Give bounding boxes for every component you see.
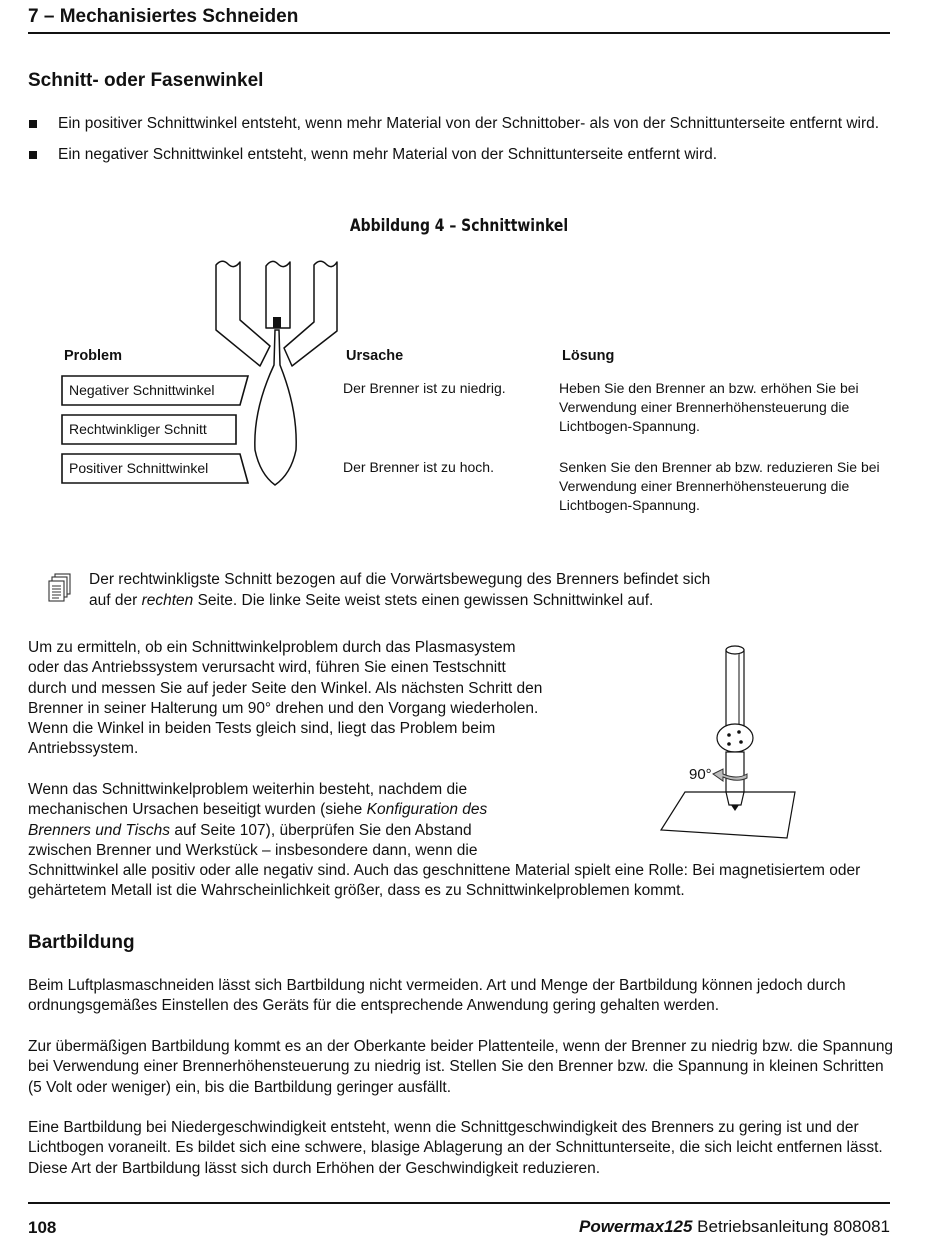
chapter-header — [28, 4, 890, 34]
torch-tube — [726, 650, 744, 730]
note-text-emphasis: rechten — [141, 591, 194, 609]
problem-label: Negativer Schnittwinkel — [69, 382, 215, 398]
torch-rotation-figure — [655, 640, 855, 845]
bullet-square-icon — [29, 120, 37, 128]
torch-clamp — [717, 724, 753, 752]
column-header-loesung: Lösung — [562, 348, 615, 364]
bullet-square-icon — [29, 151, 37, 159]
note-icon — [46, 573, 74, 603]
footer-rule — [28, 1202, 890, 1204]
rotation-angle-label: 90° — [689, 766, 712, 783]
page-number: 108 — [28, 1218, 57, 1237]
figure-caption: Abbildung 4 – Schnittwinkel — [349, 216, 569, 236]
note-text-part: Seite. Die linke Seite weist stets einen gewissen Schnittwinkel auf. — [193, 591, 654, 609]
cross-reference-link-text: Konfiguration des Brenners und Tischs — [28, 801, 488, 839]
problem-label: Positiver Schnittwinkel — [69, 460, 209, 476]
bullet-item — [28, 114, 888, 134]
footer-document-info — [579, 1217, 890, 1237]
cause-cell: Der Brenner ist zu hoch. — [343, 459, 494, 475]
problem-label: Rechtwinkliger Schnitt — [69, 421, 207, 437]
paragraph-mechanical-causes — [28, 780, 518, 861]
paragraph-text-part: Wenn das Schnittwinkelproblem weiterhin besteht, nachdem die mechanischen Ursachen beseitigt wurden (siehe — [28, 781, 468, 819]
paragraph-test-cut: Um zu ermitteln, ob ein Schnittwinkelproblem durch das Plasmasystem oder das Antriebssystem verursacht wird, führen Sie einen Testschnitt durch und messen Sie auf jeder Seite den Winkel. Als nächsten Schritt den Brenner in seiner Halterung um 90° drehen und den Vorgang wiederholen. Wenn die Winkel in beiden Tests gleich sind, liegt das Problem beim Antriebssystem. — [28, 639, 543, 758]
solution-cell: Heben Sie den Brenner an bzw. erhöhen Sie bei Verwendung einer Brennerhöhensteuerung die Lichtbogen-Spannung. — [559, 380, 859, 434]
product-brand: Powermax125 — [579, 1217, 693, 1236]
chapter-title: 7 – Mechanisiertes Schneiden — [28, 6, 299, 27]
column-header-problem: Problem — [64, 348, 123, 364]
column-header-ursache: Ursache — [346, 348, 404, 364]
paragraph-dross-top: Zur übermäßigen Bartbildung kommt es an der Oberkante beider Plattenteile, wenn der Brenner zu niedrig bzw. die Spannung bei Verwendung einer Brennerhöhensteuerung zu niedrig ist. Stellen Sie den Brenner bzw. die Spannung in kleinen Schritten (5 Volt oder weniger) ein, bis die Bartbildung geringer ausfällt. — [28, 1038, 894, 1096]
paragraph-text-part: auf Seite 107), überprüfen Sie den Abstand zwischen Brenner und Werkstück – insbesondere dann, wenn die — [28, 821, 478, 859]
paragraph-dross-low-speed: Eine Bartbildung bei Niedergeschwindigkeit entsteht, wenn die Schnittgeschwindigkeit des Brenners zu gering ist und der Lichtbogen voraneilt. Es bildet sich eine schwere, blasige Ablagerung an der Schnittunterseite, die sich leicht entfernen lässt. Diese Art der Bartbildung lässt sich durch Erhöhen der Geschwindigkeit reduzieren. — [28, 1119, 883, 1177]
paragraph-mechanical-causes-continued: Schnittwinkel alle positiv oder alle negativ sind. Auch das geschnittene Material spielt eine Rolle: Bei magnetisiertem oder gehärtetem Metall ist die Wahrscheinlichkeit größer, dass es zu Schnittwinkelproblemen kommt. — [28, 862, 861, 900]
left-plate-piece — [216, 261, 270, 366]
solution-cell: Senken Sie den Brenner ab bzw. reduzieren Sie bei Verwendung einer Brennerhöhensteuerung die Lichtbogen-Spannung. — [559, 459, 880, 513]
bullet-list — [28, 114, 888, 176]
section-title-schnittwinkel: Schnitt- oder Fasenwinkel — [28, 70, 264, 91]
document-id: Betriebsanleitung 808081 — [692, 1217, 890, 1236]
paragraph-dross-intro: Beim Luftplasmaschneiden lässt sich Bartbildung nicht vermeiden. Art und Menge der Bartbildung können jedoch durch ordnungsgemäßes Einstellen des Geräts für die entsprechende Anwendung gering gehalten werden. — [28, 977, 846, 1015]
note-text-part: Der rechtwinkligste Schnitt bezogen auf die Vorwärtsbewegung des Brenners befindet sich auf der — [89, 571, 711, 609]
torch-nozzle — [273, 317, 281, 328]
cause-cell: Der Brenner ist zu niedrig. — [343, 380, 506, 396]
note-text — [89, 570, 729, 611]
bullet-item — [28, 145, 888, 165]
bullet-text: Ein positiver Schnittwinkel entsteht, wenn mehr Material von der Schnittober- als von der Schnittunterseite entfernt wird. — [58, 115, 880, 132]
right-plate-piece — [284, 261, 337, 366]
bullet-text: Ein negativer Schnittwinkel entsteht, wenn mehr Material von der Schnittunterseite entfernt wird. — [58, 146, 718, 163]
section-title-bartbildung: Bartbildung — [28, 932, 135, 953]
torch-lower-body — [726, 752, 744, 792]
